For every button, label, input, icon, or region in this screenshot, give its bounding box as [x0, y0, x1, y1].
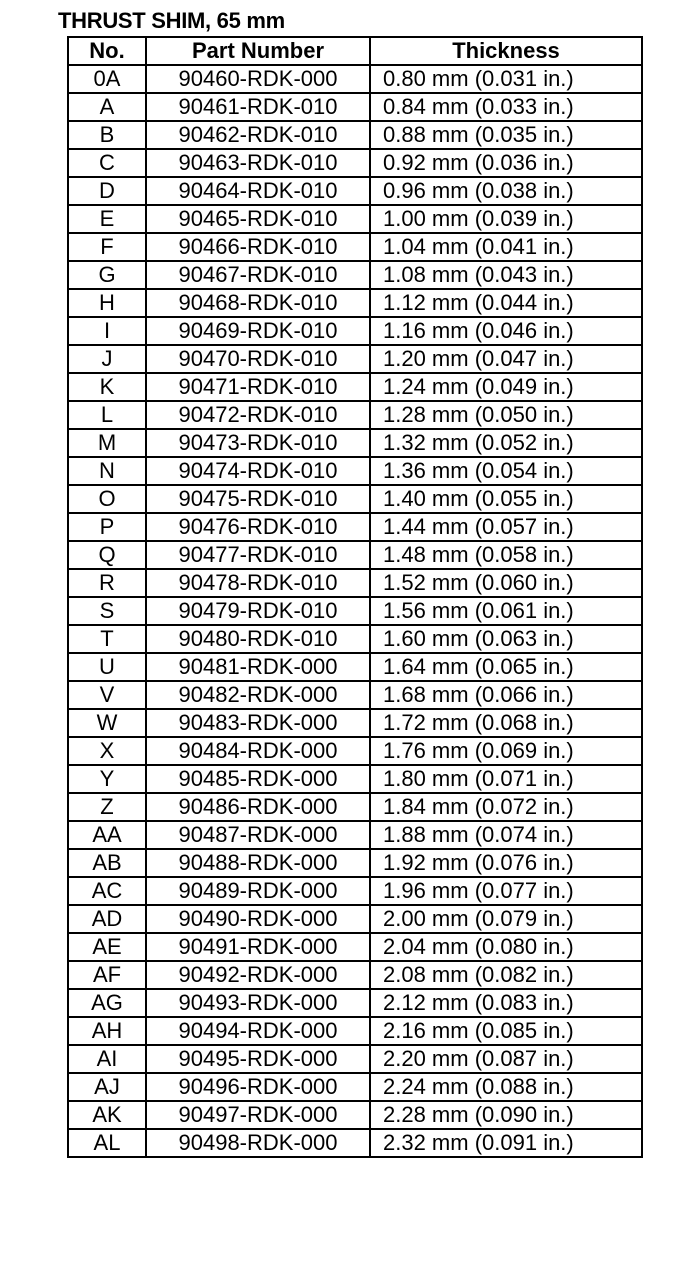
cell-thickness: 0.80 mm (0.031 in.) — [370, 65, 642, 93]
cell-no: Y — [68, 765, 146, 793]
table-row — [68, 681, 642, 709]
table-row — [68, 877, 642, 905]
cell-no: M — [68, 429, 146, 457]
cell-part-number: 90483-RDK-000 — [146, 709, 370, 737]
cell-part-number: 90473-RDK-010 — [146, 429, 370, 457]
cell-part-number: 90470-RDK-010 — [146, 345, 370, 373]
cell-no: I — [68, 317, 146, 345]
cell-no: V — [68, 681, 146, 709]
table-row — [68, 289, 642, 317]
cell-part-number: 90484-RDK-000 — [146, 737, 370, 765]
cell-part-number: 90462-RDK-010 — [146, 121, 370, 149]
table-row — [68, 793, 642, 821]
cell-thickness: 1.52 mm (0.060 in.) — [370, 569, 642, 597]
cell-thickness: 1.28 mm (0.050 in.) — [370, 401, 642, 429]
cell-no: 0A — [68, 65, 146, 93]
cell-thickness: 1.04 mm (0.041 in.) — [370, 233, 642, 261]
cell-thickness: 1.44 mm (0.057 in.) — [370, 513, 642, 541]
cell-part-number: 90481-RDK-000 — [146, 653, 370, 681]
table-row — [68, 1129, 642, 1157]
column-header-thickness: Thickness — [370, 37, 642, 65]
cell-part-number: 90490-RDK-000 — [146, 905, 370, 933]
cell-no: AF — [68, 961, 146, 989]
cell-thickness: 2.32 mm (0.091 in.) — [370, 1129, 642, 1157]
cell-thickness: 0.96 mm (0.038 in.) — [370, 177, 642, 205]
table-row — [68, 849, 642, 877]
cell-thickness: 1.16 mm (0.046 in.) — [370, 317, 642, 345]
cell-no: S — [68, 597, 146, 625]
cell-part-number: 90467-RDK-010 — [146, 261, 370, 289]
table-body — [68, 65, 642, 1157]
table-row — [68, 457, 642, 485]
table-row — [68, 317, 642, 345]
cell-no: Q — [68, 541, 146, 569]
cell-no: AI — [68, 1045, 146, 1073]
cell-part-number: 90496-RDK-000 — [146, 1073, 370, 1101]
cell-no: D — [68, 177, 146, 205]
cell-no: AC — [68, 877, 146, 905]
cell-no: P — [68, 513, 146, 541]
cell-no: O — [68, 485, 146, 513]
cell-no: AK — [68, 1101, 146, 1129]
cell-thickness: 1.88 mm (0.074 in.) — [370, 821, 642, 849]
cell-no: AG — [68, 989, 146, 1017]
table-row — [68, 233, 642, 261]
cell-part-number: 90463-RDK-010 — [146, 149, 370, 177]
cell-no: G — [68, 261, 146, 289]
cell-part-number: 90460-RDK-000 — [146, 65, 370, 93]
cell-no: X — [68, 737, 146, 765]
cell-thickness: 1.96 mm (0.077 in.) — [370, 877, 642, 905]
cell-no: Z — [68, 793, 146, 821]
table-row — [68, 597, 642, 625]
cell-thickness: 2.04 mm (0.080 in.) — [370, 933, 642, 961]
table-row — [68, 177, 642, 205]
table-title: THRUST SHIM, 65 mm — [58, 8, 285, 33]
cell-part-number: 90493-RDK-000 — [146, 989, 370, 1017]
cell-thickness: 2.28 mm (0.090 in.) — [370, 1101, 642, 1129]
cell-no: AA — [68, 821, 146, 849]
table-row — [68, 569, 642, 597]
cell-part-number: 90498-RDK-000 — [146, 1129, 370, 1157]
cell-thickness: 2.00 mm (0.079 in.) — [370, 905, 642, 933]
cell-part-number: 90495-RDK-000 — [146, 1045, 370, 1073]
cell-thickness: 2.08 mm (0.082 in.) — [370, 961, 642, 989]
cell-no: AH — [68, 1017, 146, 1045]
table-row — [68, 961, 642, 989]
cell-thickness: 1.20 mm (0.047 in.) — [370, 345, 642, 373]
cell-part-number: 90475-RDK-010 — [146, 485, 370, 513]
cell-part-number: 90480-RDK-010 — [146, 625, 370, 653]
column-header-part-number: Part Number — [146, 37, 370, 65]
cell-thickness: 2.16 mm (0.085 in.) — [370, 1017, 642, 1045]
cell-thickness: 1.72 mm (0.068 in.) — [370, 709, 642, 737]
table-header — [68, 37, 642, 65]
cell-part-number: 90464-RDK-010 — [146, 177, 370, 205]
cell-thickness: 1.76 mm (0.069 in.) — [370, 737, 642, 765]
cell-thickness: 2.24 mm (0.088 in.) — [370, 1073, 642, 1101]
cell-part-number: 90492-RDK-000 — [146, 961, 370, 989]
cell-part-number: 90482-RDK-000 — [146, 681, 370, 709]
cell-thickness: 2.12 mm (0.083 in.) — [370, 989, 642, 1017]
cell-thickness: 1.80 mm (0.071 in.) — [370, 765, 642, 793]
cell-part-number: 90474-RDK-010 — [146, 457, 370, 485]
cell-part-number: 90471-RDK-010 — [146, 373, 370, 401]
cell-part-number: 90478-RDK-010 — [146, 569, 370, 597]
cell-part-number: 90472-RDK-010 — [146, 401, 370, 429]
cell-part-number: 90461-RDK-010 — [146, 93, 370, 121]
table-row — [68, 821, 642, 849]
table-row — [68, 373, 642, 401]
cell-thickness: 1.84 mm (0.072 in.) — [370, 793, 642, 821]
cell-no: A — [68, 93, 146, 121]
table-row — [68, 345, 642, 373]
cell-thickness: 1.00 mm (0.039 in.) — [370, 205, 642, 233]
table-row — [68, 121, 642, 149]
cell-thickness: 0.92 mm (0.036 in.) — [370, 149, 642, 177]
table-row — [68, 541, 642, 569]
cell-part-number: 90489-RDK-000 — [146, 877, 370, 905]
cell-thickness: 1.40 mm (0.055 in.) — [370, 485, 642, 513]
cell-no: N — [68, 457, 146, 485]
cell-no: F — [68, 233, 146, 261]
cell-no: AE — [68, 933, 146, 961]
cell-no: K — [68, 373, 146, 401]
cell-no: E — [68, 205, 146, 233]
table-row — [68, 737, 642, 765]
table-row — [68, 149, 642, 177]
table-row — [68, 65, 642, 93]
table-row — [68, 1045, 642, 1073]
cell-no: L — [68, 401, 146, 429]
thrust-shim-table — [67, 36, 643, 1158]
table-row — [68, 401, 642, 429]
cell-no: AL — [68, 1129, 146, 1157]
cell-thickness: 1.56 mm (0.061 in.) — [370, 597, 642, 625]
header-row — [68, 37, 642, 65]
cell-thickness: 1.92 mm (0.076 in.) — [370, 849, 642, 877]
cell-part-number: 90476-RDK-010 — [146, 513, 370, 541]
cell-part-number: 90486-RDK-000 — [146, 793, 370, 821]
table-row — [68, 765, 642, 793]
cell-part-number: 90491-RDK-000 — [146, 933, 370, 961]
table-row — [68, 485, 642, 513]
table-row — [68, 205, 642, 233]
table-row — [68, 513, 642, 541]
cell-thickness: 1.60 mm (0.063 in.) — [370, 625, 642, 653]
table-row — [68, 93, 642, 121]
cell-part-number: 90468-RDK-010 — [146, 289, 370, 317]
cell-part-number: 90477-RDK-010 — [146, 541, 370, 569]
cell-thickness: 1.36 mm (0.054 in.) — [370, 457, 642, 485]
table-row — [68, 709, 642, 737]
cell-part-number: 90488-RDK-000 — [146, 849, 370, 877]
cell-no: R — [68, 569, 146, 597]
table-row — [68, 989, 642, 1017]
cell-no: AB — [68, 849, 146, 877]
table-row — [68, 933, 642, 961]
column-header-no: No. — [68, 37, 146, 65]
cell-thickness: 0.88 mm (0.035 in.) — [370, 121, 642, 149]
cell-thickness: 1.12 mm (0.044 in.) — [370, 289, 642, 317]
cell-no: T — [68, 625, 146, 653]
cell-part-number: 90479-RDK-010 — [146, 597, 370, 625]
cell-no: J — [68, 345, 146, 373]
table-row — [68, 261, 642, 289]
cell-part-number: 90469-RDK-010 — [146, 317, 370, 345]
table-row — [68, 1017, 642, 1045]
cell-thickness: 0.84 mm (0.033 in.) — [370, 93, 642, 121]
cell-no: AJ — [68, 1073, 146, 1101]
cell-part-number: 90494-RDK-000 — [146, 1017, 370, 1045]
cell-no: U — [68, 653, 146, 681]
cell-no: H — [68, 289, 146, 317]
table-row — [68, 1101, 642, 1129]
cell-part-number: 90465-RDK-010 — [146, 205, 370, 233]
cell-part-number: 90497-RDK-000 — [146, 1101, 370, 1129]
table-row — [68, 905, 642, 933]
cell-thickness: 1.64 mm (0.065 in.) — [370, 653, 642, 681]
cell-no: C — [68, 149, 146, 177]
cell-no: W — [68, 709, 146, 737]
table-row — [68, 653, 642, 681]
cell-thickness: 1.48 mm (0.058 in.) — [370, 541, 642, 569]
cell-part-number: 90466-RDK-010 — [146, 233, 370, 261]
table-row — [68, 625, 642, 653]
cell-part-number: 90485-RDK-000 — [146, 765, 370, 793]
cell-thickness: 1.68 mm (0.066 in.) — [370, 681, 642, 709]
table-row — [68, 1073, 642, 1101]
cell-thickness: 1.08 mm (0.043 in.) — [370, 261, 642, 289]
cell-thickness: 1.32 mm (0.052 in.) — [370, 429, 642, 457]
cell-thickness: 2.20 mm (0.087 in.) — [370, 1045, 642, 1073]
cell-part-number: 90487-RDK-000 — [146, 821, 370, 849]
cell-no: AD — [68, 905, 146, 933]
cell-thickness: 1.24 mm (0.049 in.) — [370, 373, 642, 401]
table-row — [68, 429, 642, 457]
cell-no: B — [68, 121, 146, 149]
